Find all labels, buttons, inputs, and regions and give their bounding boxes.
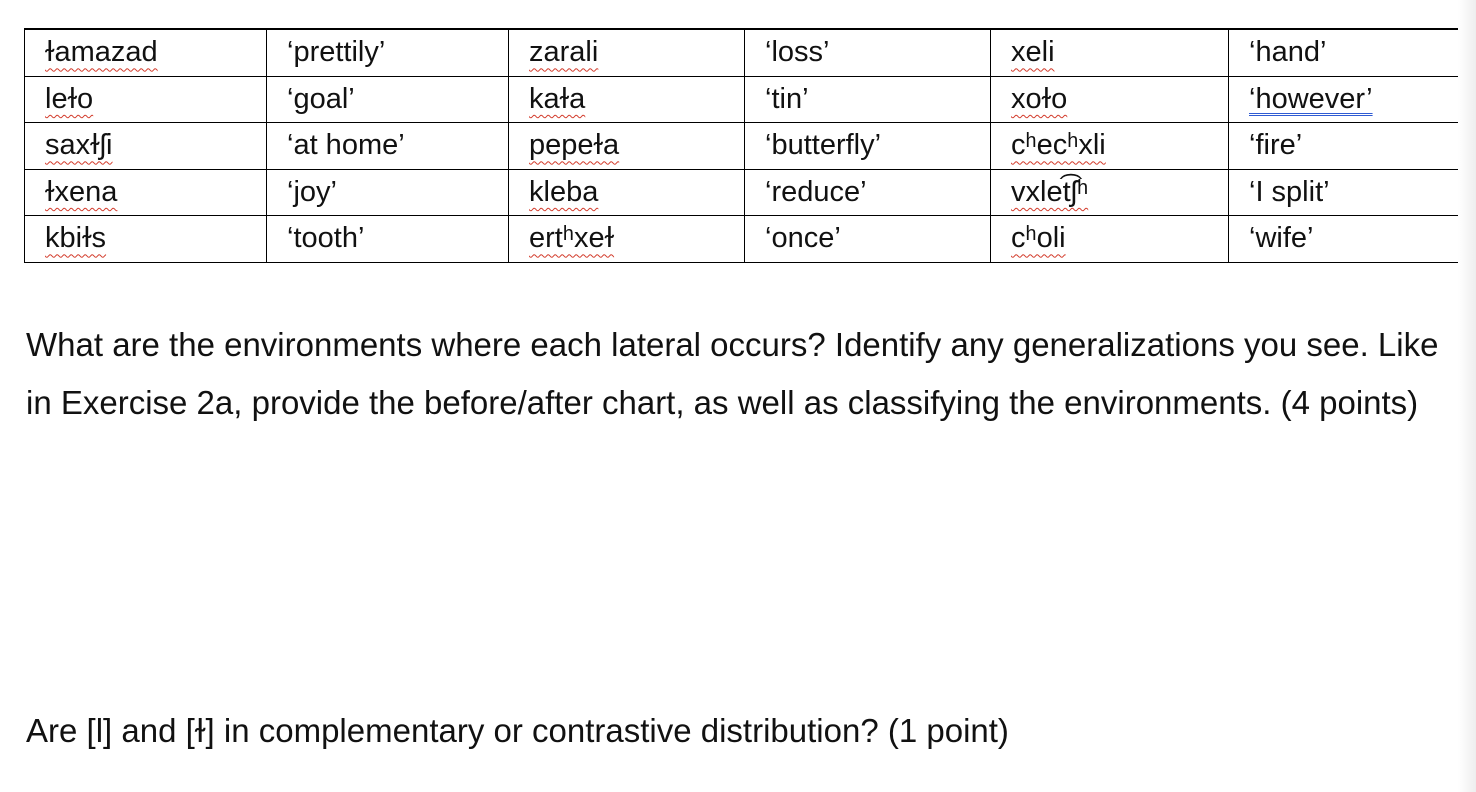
word: leɫo [45,82,94,115]
gloss-cell [745,76,991,123]
word-cell [991,169,1229,216]
gloss: ‘loss’ [765,36,830,69]
gloss: ‘at home’ [287,129,405,162]
word-cell [509,76,745,123]
gloss-cell [1229,29,1476,76]
word: kbiɫs [45,222,107,255]
gloss: ‘butterfly’ [765,129,882,162]
gloss: ‘prettily’ [287,36,386,69]
gloss: ‘however’ [1249,82,1373,115]
word-cell [25,169,267,216]
gloss-cell [745,123,991,170]
gloss: ‘I split’ [1249,175,1330,208]
gloss-cell [745,169,991,216]
word: ɫxena [45,175,118,208]
word: pepeɫa [529,129,620,162]
table-row [25,169,1476,216]
word: saxɫʃi [45,129,113,162]
word-cell [25,76,267,123]
word-cell [509,216,745,263]
gloss: ‘once’ [765,222,841,255]
word-cell [991,29,1229,76]
gloss-cell [745,29,991,76]
table-row [25,216,1476,263]
word: vxlet͡ʃʰ [1011,175,1089,208]
gloss: ‘fire’ [1249,129,1303,162]
word: ertʰxeɫ [529,222,615,255]
gloss-cell [1229,216,1476,263]
word: xoɫo [1011,82,1068,115]
gloss: ‘hand’ [1249,36,1327,69]
gloss-cell [267,123,509,170]
word-cell [25,29,267,76]
word-cell [25,216,267,263]
lateral-data-table [24,28,1476,263]
word: ɫamazad [45,36,158,69]
word-cell [991,123,1229,170]
word-cell [509,123,745,170]
page-edge-shadow [1458,0,1476,792]
word-cell [509,169,745,216]
word: kaɫa [529,82,586,115]
question-distribution: Are [l] and [ɫ] in complementary or contrastive distribution? (1 point) [26,712,1009,749]
table-row [25,123,1476,170]
word-cell [25,123,267,170]
gloss-cell [267,76,509,123]
word: xeli [1011,36,1055,69]
gloss-cell [1229,169,1476,216]
word: kleba [529,175,599,208]
question-environments: What are the environments where each lateral occurs? Identify any generalizations you see. Like in Exercise 2a, provide the before/after chart, as well as classifying the environments. (4 points) [26,326,1439,421]
gloss-cell [267,29,509,76]
gloss: ‘goal’ [287,82,355,115]
word: cʰoli [1011,222,1066,255]
gloss: ‘tin’ [765,82,809,115]
gloss: ‘joy’ [287,175,337,208]
word: zarali [529,36,599,69]
gloss-cell [1229,123,1476,170]
table-row [25,29,1476,76]
gloss: ‘tooth’ [287,222,365,255]
gloss-cell [745,216,991,263]
gloss: ‘reduce’ [765,175,867,208]
gloss-cell [267,169,509,216]
word-cell [991,76,1229,123]
word-cell [509,29,745,76]
gloss: ‘wife’ [1249,222,1314,255]
word-cell [991,216,1229,263]
table-row [25,76,1476,123]
word: cʰecʰxli [1011,129,1106,162]
gloss-cell [267,216,509,263]
gloss-cell [1229,76,1476,123]
